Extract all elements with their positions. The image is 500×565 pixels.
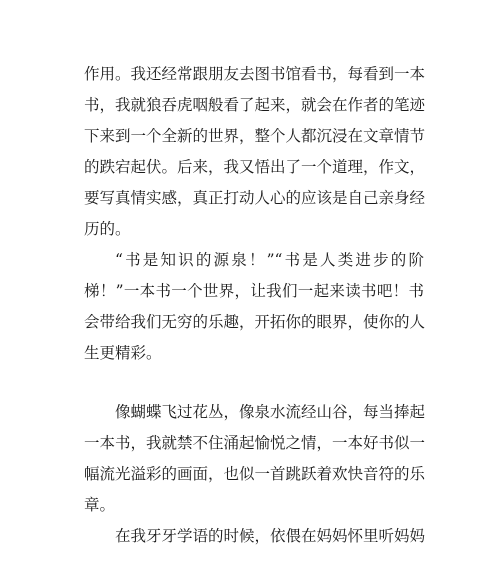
- text-line: “书是知识的源泉！”“书是人类进步的阶: [115, 251, 424, 269]
- text-line: 历的。: [84, 220, 131, 238]
- text-line: 幅流光溢彩的画面，也似一首跳跃着欢快音符的乐: [84, 465, 426, 483]
- text-line: 生更精彩。: [84, 344, 162, 362]
- text-line: 像蝴蝶飞过花丛，像泉水流经山谷，每当捧起: [115, 403, 426, 421]
- text-line: 在我牙牙学语的时候，依偎在妈妈怀里听妈妈: [115, 527, 426, 545]
- text-line: 会带给我们无穷的乐趣，开拓你的眼界，使你的人: [84, 313, 426, 331]
- text-line: 书，我就狼吞虎咽般看了起来，就会在作者的笔迹: [84, 96, 426, 114]
- text-line: 作用。我还经常跟朋友去图书馆看书，每看到一本: [84, 65, 426, 83]
- text-line: 章。: [84, 496, 116, 514]
- text-line: 一本书，我就禁不住涌起愉悦之情，一本好书似一: [84, 434, 426, 452]
- text-line: 的跌宕起伏。后来，我又悟出了一个道理，作文，: [84, 158, 426, 176]
- text-line: 下来到一个全新的世界，整个人都沉浸在文章情节: [84, 127, 426, 145]
- text-line: 要写真情实感，真正打动人心的应该是自己亲身经: [84, 189, 426, 207]
- text-line: 梯！”一本书一个世界，让我们一起来读书吧！书: [84, 282, 424, 300]
